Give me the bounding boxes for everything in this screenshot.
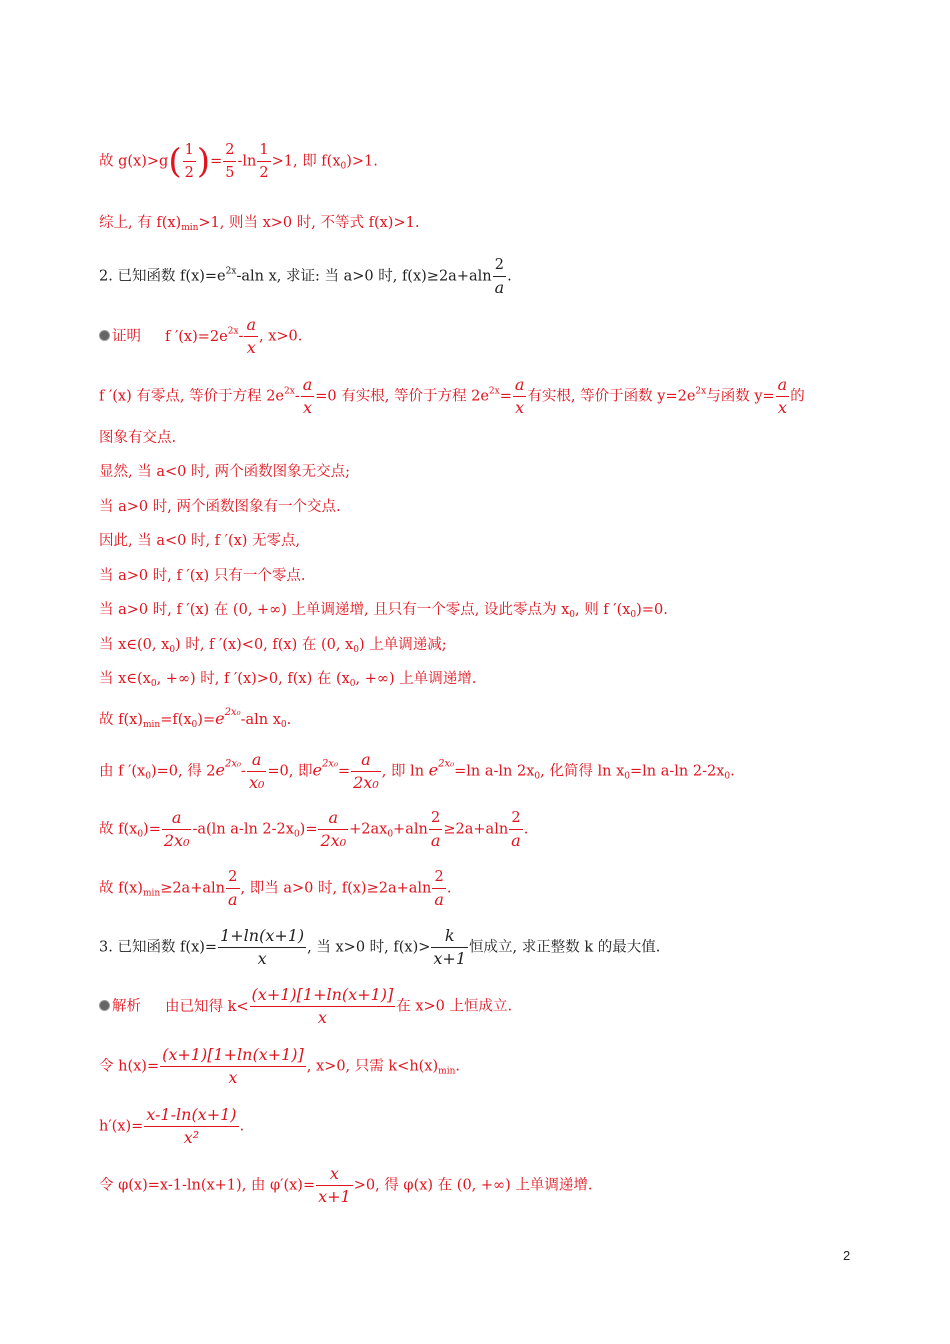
solution-line-4: 令 φ(x)=x-1-ln(x+1), 由 φ′(x)= $\frac{x}{x+1}$ >0, 得 φ(x) 在 (0, +∞) 上单调递增. (99, 1164, 593, 1206)
fraction: $\frac{a}{x}$ (514, 375, 525, 417)
line-2: 综上, 有 $f(x)_{min}>1$, 则当 x>0 时, 不等式 f(x)>1. (99, 215, 420, 233)
fraction: $\frac{1}{2}$ (259, 142, 269, 181)
proof-line-11: 故 $f(x)_{min}=f(x_0)=e^{2x_0}$-aln $x_0$. (99, 707, 292, 730)
page-number: 2 (843, 1248, 851, 1263)
proof-line-4: 显然, 当 a<0 时, 两个函数图象无交点; (99, 464, 351, 480)
fraction: $\frac{1}{2}$ (184, 142, 194, 181)
fraction: $\frac{2}{5}$ (225, 142, 235, 181)
proof-line-7: 当 a>0 时, f ′(x) 只有一个零点. (99, 568, 306, 584)
fraction: $\frac{2}{a}$ (494, 257, 505, 297)
fraction: $\frac{k}{x+1}$ (433, 926, 466, 968)
proof-line-13: 故 $f(x_0)=$ $\frac{a}{\text{2x₀}}$ -a(ln a-ln $2-2x_0)=$ $\frac{a}{\text{2x₀}}$ $+2ax_0+aln$ $\frac{2}{a}$ ≥2a+aln $\frac{2}{a}$ . (99, 808, 529, 850)
proof-line-9: 当 x∈(0, $x_0$) 时, f ′(x)<0, f(x) 在 (0, $x_0$) 上单调递减; (99, 637, 447, 655)
fraction: $\frac{2}{a}$ (434, 869, 444, 909)
question-3: 3. 已知函数 f(x)= $\frac{1+\ln(x+1)}{x}$ , 当 x>0 时, f(x)> $\frac{k}{x+1}$ 恒成立, 求正整数 k 的最大值. (99, 926, 661, 968)
fraction: $\frac{x}{x+1}$ (318, 1164, 351, 1206)
fraction: $\frac{a}{\text{2x₀}}$ (163, 808, 190, 850)
proof-line-1: 证明 f $'(x)=2e^{2x}-$ $\frac{a}{x}$ , x>0. (99, 315, 302, 358)
solution-line-3: h′(x)= $\frac{x-1-\ln(x+1)}{\text{x²}}$ . (99, 1105, 245, 1147)
paren-close: ) (196, 141, 211, 182)
text: 故 g(x)>g (99, 153, 169, 170)
proof-line-5: 当 a>0 时, 两个函数图象有一个交点. (99, 499, 341, 515)
fraction: $\frac{1+\ln(x+1)}{x}$ (220, 926, 305, 968)
fraction: $\frac{2}{a}$ (511, 810, 521, 850)
solution-line-2: 令 h(x)= $\frac{(x+1)[1+\ln(x+1)]}{x}$ , x>0, 只需 $k<h(x)_{min}$. (99, 1045, 460, 1087)
answer-bullet-icon (99, 1000, 110, 1011)
fraction: $\frac{(x+1)[1+\ln(x+1)]}{x}$ (251, 985, 394, 1027)
paren-open: ( (168, 141, 182, 182)
fraction: $\frac{(x+1)[1+\ln(x+1)]}{x}$ (162, 1045, 304, 1087)
fraction: $\frac{a}{x}$ (302, 375, 313, 417)
proof-line-8: 当 a>0 时, f ′(x) 在 (0, +∞) 上单调递增, 且只有一个零点, 设此零点为 $x_0$, 则 f $'(x_0)=0$. (99, 602, 668, 620)
proof-line-6: 因此, 当 a<0 时, f ′(x) 无零点, (99, 533, 301, 549)
proof-line-14: 故 $f(x)_{min}\ge 2a+aln$ $\frac{2}{a}$ , 即当 a>0 时, f(x)≥2a+aln $\frac{2}{a}$ . (99, 869, 452, 909)
fraction: $\frac{2}{a}$ (430, 810, 441, 850)
fraction: $\frac{a}{\text{2x₀}}$ (320, 808, 347, 850)
fraction: $\frac{a}{x}$ (777, 375, 788, 417)
question-2: 2. 已知函数 $f(x)=e^{2x}$-aln x, 求证: 当 a>0 时, f(x)≥2a+aln $\frac{2}{a}$ . (99, 257, 512, 297)
solution-line-1: 解析 由已知得 k< $\frac{(x+1)[1+\ln(x+1)]}{x}$ 在 x>0 上恒成立. (99, 985, 512, 1028)
proof-line-3: 图象有交点. (99, 430, 177, 446)
fraction: $\frac{a}{\text{2x₀}}$ (353, 750, 379, 792)
proof-line-10: 当 $x\in(x_0$, +∞) 时, f ′(x)>0, f(x) 在 ($x_0$, +∞) 上单调递增. (99, 671, 477, 689)
answer-bullet-icon (99, 330, 110, 341)
fraction: $\frac{x-1-\ln(x+1)}{\text{x²}}$ (146, 1105, 237, 1147)
proof-line-12: 由 f $'(x_0)=0$, 得 $2e^{2x_0}-$ $\frac{a}{\text{x₀}}$ =0, 即$e^{2x_0}=$ $\frac{a}{\text{2x₀}}$ , 即 $\ln e^{2x_0}=\ln$ a-ln $2x_0$, 化简得 $\ln x_0=\ln$ a-ln $2-2x_0$. (99, 750, 735, 792)
fraction: $\frac{a}{x}$ (246, 315, 256, 357)
fraction: $\frac{a}{\text{x₀}}$ (248, 750, 265, 792)
proof-line-2: f ′(x) 有零点, 等价于方程 $2e^{2x}-$ $\frac{a}{x}$ =0 有实根, 等价于方程 $2e^{2x}=$ $\frac{a}{x}$ 有实根, 等价于函数 $y=2e^{2x}$与函数 y= $\frac{a}{x}$ 的 (99, 375, 805, 417)
fraction: $\frac{2}{a}$ (227, 869, 238, 909)
line-1: 故 g(x)>g( $\frac{1}{2}$ )= $\frac{2}{5}$ -ln $\frac{1}{2}$ >1, 即 $f(x_0)>1$. (99, 141, 378, 182)
